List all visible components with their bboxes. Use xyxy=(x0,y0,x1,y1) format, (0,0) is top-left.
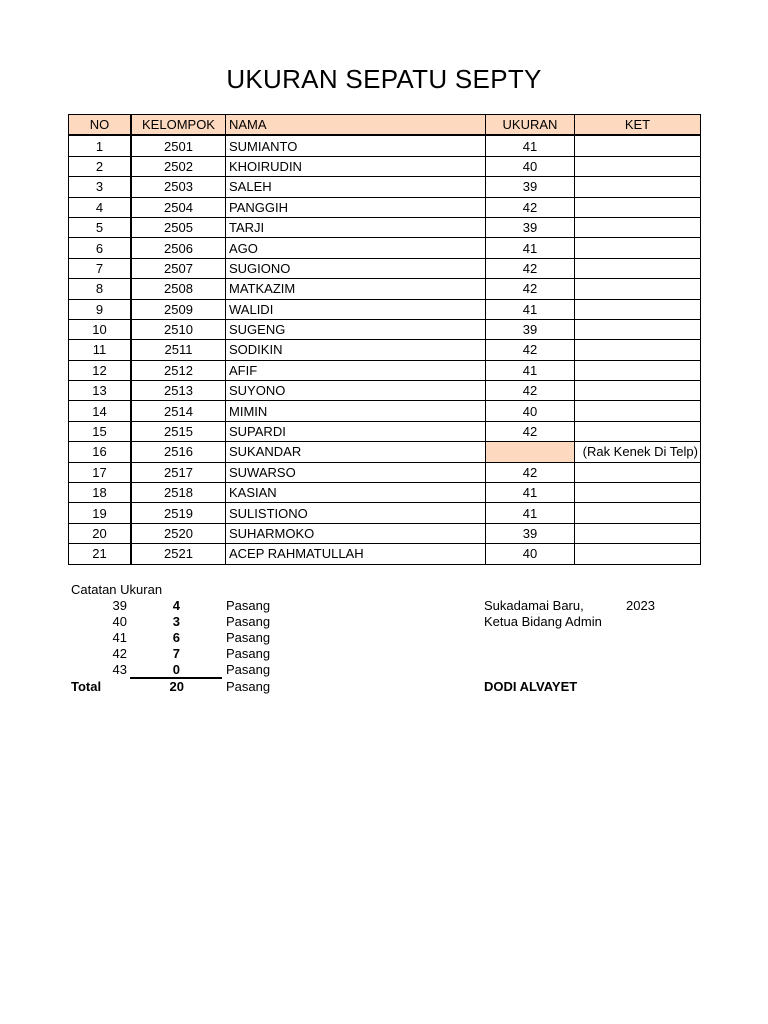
cell-nama: SUPARDI xyxy=(226,421,486,441)
summary-size: 41 xyxy=(112,630,127,645)
table-row xyxy=(69,197,701,217)
table-row xyxy=(69,217,701,237)
summary-count: 6 xyxy=(172,630,180,645)
cell-kelompok: 2513 xyxy=(131,381,226,401)
cell-ket xyxy=(575,340,701,360)
cell-no: 19 xyxy=(69,503,132,523)
cell-kelompok: 2505 xyxy=(131,217,226,237)
cell-nama: SUGIONO xyxy=(226,258,486,278)
cell-kelompok: 2517 xyxy=(131,462,226,482)
cell-no: 5 xyxy=(69,217,132,237)
cell-kelompok: 2507 xyxy=(131,258,226,278)
cell-kelompok: 2508 xyxy=(131,279,226,299)
cell-no: 4 xyxy=(69,197,132,217)
table-header-row xyxy=(69,115,701,136)
cell-no: 1 xyxy=(69,135,132,156)
cell-kelompok: 2520 xyxy=(131,523,226,543)
cell-no: 15 xyxy=(69,421,132,441)
cell-ukuran: 41 xyxy=(486,238,575,258)
table-row xyxy=(69,503,701,523)
cell-ukuran: 42 xyxy=(486,381,575,401)
cell-ukuran: 42 xyxy=(486,340,575,360)
table-row xyxy=(69,523,701,543)
cell-ket xyxy=(575,156,701,176)
signature-role: Ketua Bidang Admin xyxy=(484,614,602,629)
cell-ukuran: 39 xyxy=(486,319,575,339)
table-row xyxy=(69,238,701,258)
cell-ket xyxy=(575,279,701,299)
total-unit: Pasang xyxy=(226,679,271,694)
cell-no: 14 xyxy=(69,401,132,421)
summary-count: 4 xyxy=(172,598,180,613)
table-row xyxy=(69,258,701,278)
cell-ukuran: 39 xyxy=(486,177,575,197)
col-header-kelompok: KELOMPOK xyxy=(131,115,226,136)
summary-count: 7 xyxy=(172,646,180,661)
cell-kelompok: 2501 xyxy=(131,135,226,156)
page-title: UKURAN SEPATU SEPTY xyxy=(226,64,542,94)
cell-nama: SUKANDAR xyxy=(226,442,486,462)
table-body xyxy=(69,135,701,564)
table-row xyxy=(69,299,701,319)
cell-no: 6 xyxy=(69,238,132,258)
cell-ket xyxy=(575,483,701,503)
summary-size: 42 xyxy=(112,646,127,661)
cell-no: 11 xyxy=(69,340,132,360)
cell-kelompok: 2502 xyxy=(131,156,226,176)
summary-size: 39 xyxy=(112,598,127,613)
cell-ukuran: 42 xyxy=(486,258,575,278)
cell-no: 8 xyxy=(69,279,132,299)
cell-ket xyxy=(575,523,701,543)
cell-ket xyxy=(575,258,701,278)
summary-count: 3 xyxy=(172,614,180,629)
total-divider xyxy=(130,677,222,679)
cell-kelompok: 2504 xyxy=(131,197,226,217)
summary-unit: Pasang xyxy=(226,646,271,661)
cell-ukuran: 41 xyxy=(486,483,575,503)
table-row xyxy=(69,156,701,176)
cell-nama: SUMIANTO xyxy=(226,135,486,156)
cell-ket xyxy=(575,197,701,217)
table-row xyxy=(69,462,701,482)
cell-ket xyxy=(575,462,701,482)
table-row xyxy=(69,381,701,401)
summary-count: 0 xyxy=(172,662,180,677)
cell-ket xyxy=(575,319,701,339)
cell-ukuran: 42 xyxy=(486,279,575,299)
table-row xyxy=(69,279,701,299)
cell-ket: (Rak Kenek Di Telp) xyxy=(575,442,701,462)
cell-ket xyxy=(575,421,701,441)
total-label: Total xyxy=(71,679,102,694)
cell-ukuran: 40 xyxy=(486,401,575,421)
cell-nama: MIMIN xyxy=(226,401,486,421)
cell-ket xyxy=(575,299,701,319)
table-row xyxy=(69,340,701,360)
cell-nama: WALIDI xyxy=(226,299,486,319)
cell-kelompok: 2518 xyxy=(131,483,226,503)
col-header-no: NO xyxy=(69,115,132,136)
cell-nama: SUYONO xyxy=(226,381,486,401)
cell-ket xyxy=(575,217,701,237)
cell-nama: ACEP RAHMATULLAH xyxy=(226,544,486,564)
cell-ket xyxy=(575,135,701,156)
cell-nama: SUWARSO xyxy=(226,462,486,482)
cell-no: 16 xyxy=(69,442,132,462)
cell-kelompok: 2512 xyxy=(131,360,226,380)
cell-nama: AFIF xyxy=(226,360,486,380)
cell-no: 10 xyxy=(69,319,132,339)
cell-ukuran: 42 xyxy=(486,197,575,217)
cell-kelompok: 2516 xyxy=(131,442,226,462)
cell-kelompok: 2514 xyxy=(131,401,226,421)
cell-nama: AGO xyxy=(226,238,486,258)
signature-place: Sukadamai Baru, xyxy=(484,598,584,613)
cell-no: 20 xyxy=(69,523,132,543)
col-header-ket: KET xyxy=(575,115,701,136)
cell-ukuran: 39 xyxy=(486,217,575,237)
cell-no: 21 xyxy=(69,544,132,564)
summary-size: 40 xyxy=(112,614,127,629)
cell-kelompok: 2503 xyxy=(131,177,226,197)
cell-kelompok: 2521 xyxy=(131,544,226,564)
cell-no: 13 xyxy=(69,381,132,401)
cell-ukuran: 41 xyxy=(486,299,575,319)
cell-ket xyxy=(575,360,701,380)
summary-unit: Pasang xyxy=(226,630,271,645)
cell-ukuran xyxy=(486,442,575,462)
cell-nama: SALEH xyxy=(226,177,486,197)
cell-no: 12 xyxy=(69,360,132,380)
cell-ukuran: 41 xyxy=(486,360,575,380)
cell-kelompok: 2510 xyxy=(131,319,226,339)
cell-no: 9 xyxy=(69,299,132,319)
table-row xyxy=(69,177,701,197)
cell-no: 18 xyxy=(69,483,132,503)
cell-no: 17 xyxy=(69,462,132,482)
cell-nama: SUGENG xyxy=(226,319,486,339)
total-count: 20 xyxy=(169,679,184,694)
col-header-ukuran: UKURAN xyxy=(486,115,575,136)
summary-unit: Pasang xyxy=(226,598,271,613)
cell-no: 7 xyxy=(69,258,132,278)
table-row xyxy=(69,135,701,156)
cell-nama: TARJI xyxy=(226,217,486,237)
cell-nama: KHOIRUDIN xyxy=(226,156,486,176)
cell-no: 3 xyxy=(69,177,132,197)
cell-nama: PANGGIH xyxy=(226,197,486,217)
table-row xyxy=(69,319,701,339)
cell-nama: MATKAZIM xyxy=(226,279,486,299)
cell-ket xyxy=(575,401,701,421)
summary-unit: Pasang xyxy=(226,662,271,677)
cell-kelompok: 2506 xyxy=(131,238,226,258)
cell-no: 2 xyxy=(69,156,132,176)
cell-nama: SULISTIONO xyxy=(226,503,486,523)
cell-nama: SODIKIN xyxy=(226,340,486,360)
col-header-nama: NAMA xyxy=(226,115,486,136)
cell-ukuran: 40 xyxy=(486,544,575,564)
cell-nama: SUHARMOKO xyxy=(226,523,486,543)
cell-kelompok: 2511 xyxy=(131,340,226,360)
table-row xyxy=(69,401,701,421)
cell-nama: KASIAN xyxy=(226,483,486,503)
summary-unit: Pasang xyxy=(226,614,271,629)
table-row xyxy=(69,421,701,441)
cell-ket xyxy=(575,238,701,258)
cell-ukuran: 41 xyxy=(486,135,575,156)
cell-ket xyxy=(575,503,701,523)
cell-ket xyxy=(575,381,701,401)
cell-ukuran: 39 xyxy=(486,523,575,543)
table-row xyxy=(69,483,701,503)
cell-ukuran: 41 xyxy=(486,503,575,523)
cell-ket xyxy=(575,544,701,564)
table-row xyxy=(69,360,701,380)
cell-ukuran: 40 xyxy=(486,156,575,176)
cell-kelompok: 2519 xyxy=(131,503,226,523)
cell-kelompok: 2515 xyxy=(131,421,226,441)
signature-year: 2023 xyxy=(626,598,655,613)
cell-kelompok: 2509 xyxy=(131,299,226,319)
signature-name: DODI ALVAYET xyxy=(484,679,578,694)
cell-ukuran: 42 xyxy=(486,421,575,441)
summary-size: 43 xyxy=(112,662,127,677)
shoe-size-table xyxy=(68,114,701,565)
summary-heading: Catatan Ukuran xyxy=(71,582,163,597)
cell-ket xyxy=(575,177,701,197)
table-row xyxy=(69,544,701,564)
cell-ukuran: 42 xyxy=(486,462,575,482)
table-row xyxy=(69,442,701,462)
